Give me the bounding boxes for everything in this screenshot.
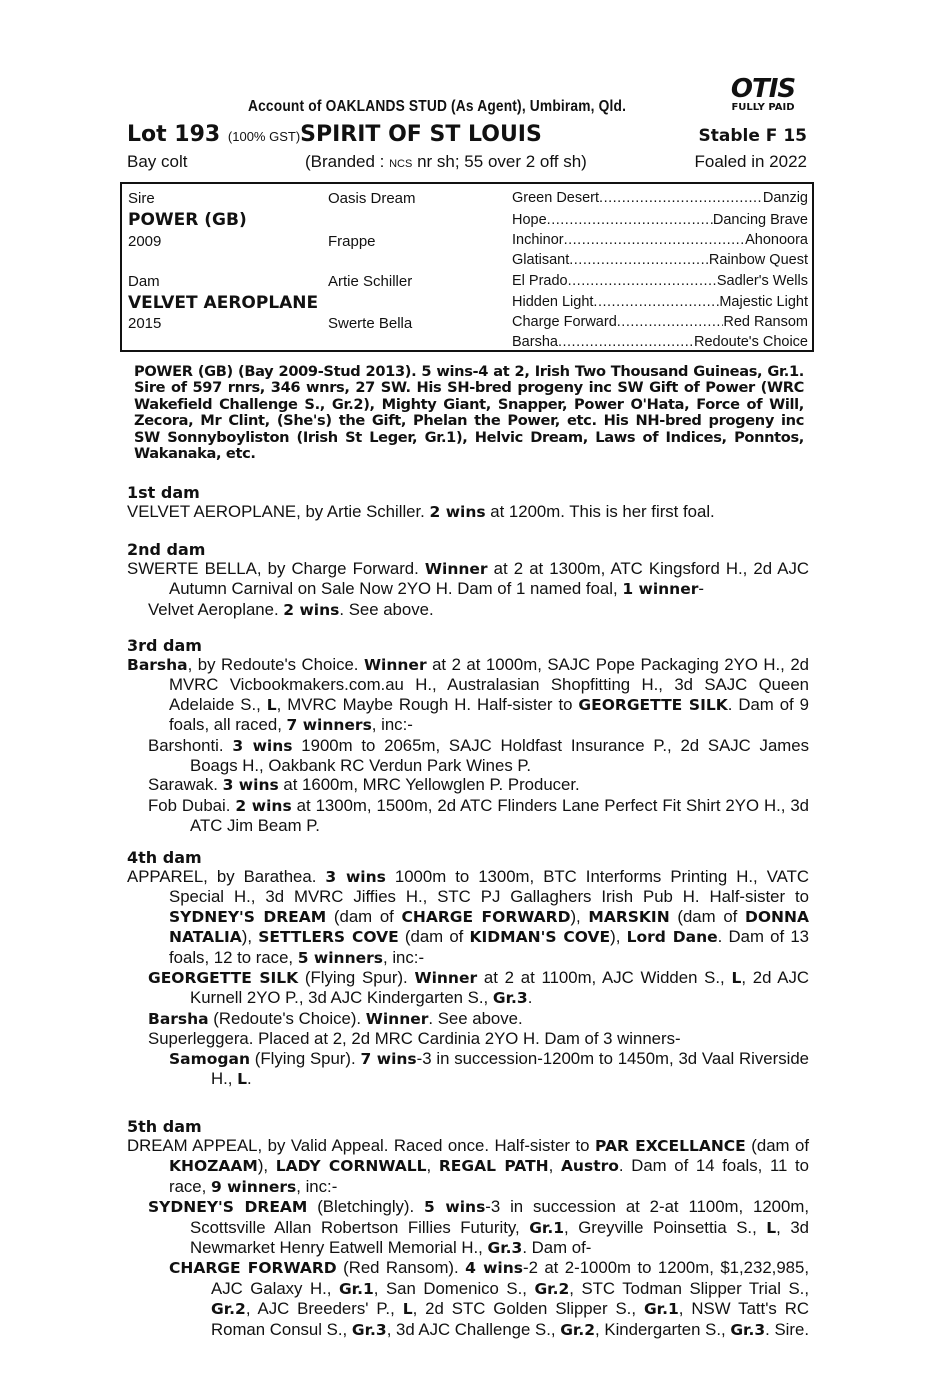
- sire-year: 2009: [128, 233, 162, 250]
- horse-sex-colour: Bay colt: [127, 152, 188, 171]
- grandparent-row: Hope ..... Dancing Brave: [512, 212, 808, 228]
- grandparent-row: Green Desert ..... Danzig: [512, 190, 808, 206]
- progeny-entry: Barshonti. 3 wins 1900m to 2065m, SAJC Holdfast Insurance P., 2d SAJC James Boags H., Oakbank RC Verdun Park Wines P.: [148, 735, 809, 776]
- fourth-dam-section: [127, 848, 809, 1089]
- foaled-year: Foaled in 2022: [694, 152, 807, 171]
- sire-label: Sire: [128, 190, 155, 207]
- lot-title-line: [127, 122, 807, 150]
- dam-sire: Artie Schiller: [328, 273, 413, 290]
- section-heading: 5th dam: [127, 1117, 202, 1136]
- section-heading: 3rd dam: [127, 636, 202, 655]
- sire-name: POWER (GB): [128, 210, 247, 230]
- lot-number: Lot 193: [127, 122, 221, 147]
- pedigree-table: [120, 182, 814, 352]
- first-dam-section: [127, 483, 809, 522]
- sire-summary: POWER (GB) (Bay 2009-Stud 2013). 5 wins-4 at 2, Irish Two Thousand Guineas, Gr.1. Sire of 597 rnrs, 346 wnrs, 27 SW. His SH-bred progeny inc SW Gift of Power (WRC Wakefield Challenge S., Gr.2), Mighty Giant, Snapper, Power O'Hata, Force of Will, Zecora, Mr Clint, (She's) the Gift, Phelan the Power, etc. His NH-bred progeny inc SW Sonnyboyliston (Irish St Leger, Gr.1), Helvic Dream, Laws of Indices, Ponntos, Wakanaka, etc.: [134, 363, 804, 463]
- horse-details-line: [127, 152, 807, 174]
- third-dam-section: [127, 636, 809, 836]
- section-heading: 2nd dam: [127, 540, 206, 559]
- grandparent-row: Inchinor ..... Ahonoora: [512, 232, 808, 248]
- grandparent-row: Glatisant ..... Rainbow Quest: [512, 252, 808, 268]
- gst-note: (100% GST): [227, 129, 301, 144]
- progeny-entry: Sarawak. 3 wins at 1600m, MRC Yellowglen P. Producer.: [148, 775, 580, 795]
- dam-entry: Barsha, by Redoute's Choice. Winner at 2 at 1000m, SAJC Pope Packaging 2YO H., 2d MVRC Vicbookmakers.com.au H., Australasian Shopfitting H., 3d SAJC Queen Adelaide S., L, MVRC Maybe Rough H. Half-sister to GEORGETTE SILK. Dam of 9 foals, all raced, 7 winners, inc:-: [127, 655, 809, 735]
- horse-name: SPIRIT OF ST LOUIS: [300, 122, 542, 147]
- dam-entry: SWERTE BELLA, by Charge Forward. Winner at 2 at 1300m, ATC Kingsford H., 2d AJC Autumn Carnival on Sale Now 2YO H. Dam of 1 named foal, 1 winner-: [127, 559, 809, 599]
- otis-logo-icon: OTIS: [730, 74, 796, 104]
- stable-location: Stable F 15: [698, 126, 807, 146]
- progeny-entry: Fob Dubai. 2 wins at 1300m, 1500m, 2d ATC Flinders Lane Perfect Fit Shirt 2YO H., 3d ATC Jim Beam P.: [148, 795, 810, 836]
- progeny-entry: Velvet Aeroplane. 2 wins. See above.: [148, 599, 434, 619]
- grandparent-row: Charge Forward ..... Red Ransom: [512, 314, 808, 330]
- sire-sire: Oasis Dream: [328, 190, 416, 207]
- section-heading: 4th dam: [127, 848, 202, 867]
- dam-entry: APPAREL, by Barathea. 3 wins 1000m to 1300m, BTC Interforms Printing H., VATC Special H., 3d MVRC Jiffies H., STC PJ Gallaghers Irish Pub H. Half-sister to SYDNEY'S DREAM (dam of CHARGE FORWARD), MARSKIN (dam of DONNA NATALIA), SETTLERS COVE (dam of KIDMAN'S COVE), Lord Dane. Dam of 13 foals, 12 to race, 5 winners, inc:-: [127, 867, 809, 967]
- dam-year: 2015: [128, 315, 162, 332]
- otis-fully-paid-logo: [720, 76, 806, 114]
- progeny-entry: Barsha (Redoute's Choice). Winner. See above.: [148, 1008, 523, 1028]
- grandparent-row: Hidden Light ..... Majestic Light: [512, 294, 808, 310]
- dam-name: VELVET AEROPLANE: [128, 293, 319, 313]
- dam-entry: DREAM APPEAL, by Valid Appeal. Raced once. Half-sister to PAR EXCELLANCE (dam of KHOZAAM), LADY CORNWALL, REGAL PATH, Austro. Dam of 14 foals, 11 to race, 9 winners, inc:-: [127, 1136, 810, 1196]
- dam-entry: VELVET AEROPLANE, by Artie Schiller. 2 wins at 1200m. This is her first foal.: [127, 502, 715, 521]
- progeny-entry: Samogan (Flying Spur). 7 wins-3 in succession-1200m to 1450m, 3d Vaal Riverside H., L.: [169, 1048, 809, 1089]
- fifth-dam-section: [127, 1117, 809, 1340]
- dam-label: Dam: [128, 273, 160, 290]
- progeny-entry: GEORGETTE SILK (Flying Spur). Winner at 2 at 1100m, AJC Widden S., L, 2d AJC Kurnell 2YO P., 3d AJC Kindergarten S., Gr.3.: [148, 968, 809, 1008]
- progeny-entry: SYDNEY'S DREAM (Bletchingly). 5 wins-3 in succession at 2-at 1100m, 1200m, Scottsville Allan Robertson Fillies Futurity, Gr.1, Greyville Poinsettia S., L, 3d Newmarket Henry Eatwell Memorial H., Gr.3. Dam of-: [148, 1197, 809, 1258]
- fully-paid-label: FULLY PAID: [731, 102, 795, 113]
- sire-dam: Frappe: [328, 233, 376, 250]
- progeny-entry: Superleggera. Placed at 2, 2d MRC Cardinia 2YO H. Dam of 3 winners-: [148, 1029, 681, 1049]
- grandparent-row: Barsha ..... Redoute's Choice: [512, 334, 808, 350]
- section-heading: 1st dam: [127, 483, 200, 502]
- vendor-account: Account of OAKLANDS STUD (As Agent), Umbiram, Qld.: [248, 98, 627, 115]
- second-dam-section: [127, 540, 809, 620]
- dam-dam: Swerte Bella: [328, 315, 413, 332]
- grandparent-row: El Prado ..... Sadler's Wells: [512, 273, 808, 289]
- brand-info: (Branded : NCS nr sh; 55 over 2 off sh): [305, 152, 587, 171]
- progeny-entry: CHARGE FORWARD (Red Ransom). 4 wins-2 at 2-1000m to 1200m, $1,232,985, AJC Galaxy H., Gr.1, San Domenico S., Gr.2, STC Todman Slipper Trial S., Gr.2, AJC Breeders' P., L, 2d STC Golden Slipper S., Gr.1, NSW Tatt's RC Roman Consul S., Gr.3, 3d AJC Challenge S., Gr.2, Kindergarten S., Gr.3. Sire.: [169, 1258, 809, 1339]
